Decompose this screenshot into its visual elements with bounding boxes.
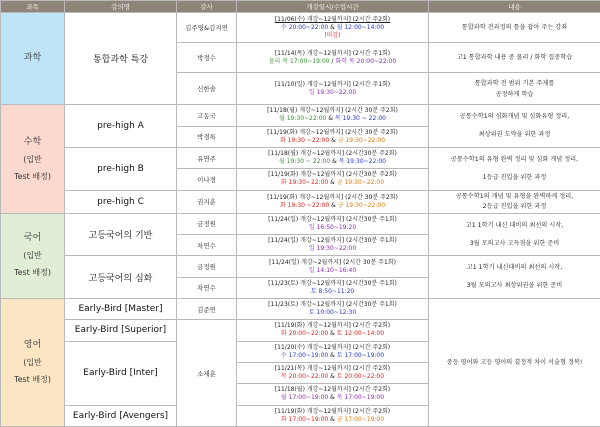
schedule-cell: [11/23(토) 개강~12월까지] (2시간30분 주1회) 토 8:50~11:20 bbox=[237, 277, 429, 298]
course-pre-high-b: pre-high B bbox=[65, 147, 177, 190]
schedule-period: [11/24(일) 개강~12월까지] (2시간30분 주1회) bbox=[268, 237, 397, 245]
schedule-period: [11/18(월) 개강~12월까지] (2시간 30분 주2회) bbox=[267, 107, 398, 115]
header-schedule: 개강일시/수업시간 bbox=[237, 1, 429, 13]
teacher-cell: 김주영&김지연 bbox=[177, 13, 237, 43]
schedule-period: [11/20(수) 개강~12월까지] (2시간 주2회) bbox=[274, 343, 391, 351]
schedule-period: [11/19(화) 개강~12월까지] (2시간 30분 주2회) bbox=[267, 193, 398, 201]
header-teacher: 강사 bbox=[177, 1, 237, 13]
schedule-times: 화 20:00~22:00 & 토 12:00~14:00 bbox=[280, 330, 385, 338]
schedule-period: [11/18(월) 개강~12월까지] (2시간30분 주2회) bbox=[268, 150, 397, 158]
schedule-times: 화 17:00~19:00 & 금 17:00~19:00 bbox=[280, 415, 385, 423]
desc-cell: 중등 영어와 고등 영어의 결정적 차이 서술형 정복! bbox=[429, 299, 600, 427]
teacher-cell: 박경수 bbox=[177, 43, 237, 72]
schedule-times: 수 17:00~19:00 & 토 17:00~19:00 bbox=[280, 351, 385, 359]
subject-korean-name: 국어 bbox=[23, 233, 42, 244]
schedule-times: 화 19:30 ~22:00 & 금 19:30~22:00 bbox=[279, 136, 386, 144]
teacher-cell: 이나경 bbox=[177, 169, 237, 190]
desc-cell: 고1 1학기 내신대비의 최선의 시작, 3월 모의고사 최상위권을 위한 준비 bbox=[429, 256, 600, 299]
course-pre-high-a: pre-high A bbox=[65, 105, 177, 148]
header-content: 내용 bbox=[429, 1, 600, 13]
desc-cell: 통합과학 전 범위 기본 주제를 공정하게 학습 bbox=[429, 72, 600, 104]
schedule-period: [11/19(화) 개강~12월까지] (2시간 30분 주2회) bbox=[267, 128, 398, 136]
teacher-cell: 고동국 bbox=[177, 105, 237, 126]
schedule-times: 목 20:00~22:00 & 토 20:00~22:00 bbox=[280, 373, 385, 381]
schedule-times: 월 19:30~22:00 & 목 19:30 ~ 22:00 bbox=[279, 115, 386, 123]
schedule-period: [11/14(목) 개강~12월까지] (2시간 주1회) bbox=[274, 49, 391, 57]
header-course: 강의명 bbox=[65, 1, 177, 13]
subject-science-name: 과학 bbox=[23, 53, 42, 64]
teacher-cell: 차연수 bbox=[177, 235, 237, 256]
desc-cell: 공통수학1의 심화개념 및 심화유형 정리, 최상위권 도약을 위한 과정 bbox=[429, 105, 600, 148]
table-row bbox=[1, 213, 600, 234]
schedule-cell bbox=[237, 105, 429, 126]
course-korean-basic: 고등국어의 기반 bbox=[65, 213, 177, 256]
schedule-period: [11/18(월) 개강~12월까지] (2시간 주2회) bbox=[274, 386, 391, 394]
teacher-cell: 차연수 bbox=[177, 277, 237, 298]
table-row bbox=[1, 105, 600, 126]
schedule-time-b: 화학 목 20:00~22:00 bbox=[335, 57, 397, 65]
schedule-times: 월 19:30 ~ 22:00 & 목 19:30~22:00 bbox=[279, 158, 386, 166]
teacher-cell: 박경록 bbox=[177, 126, 237, 147]
subject-english-cell: 영어 (입반 Test 배정) bbox=[1, 299, 65, 427]
teacher-cell: 금정원 bbox=[177, 213, 237, 234]
schedule-cell bbox=[237, 72, 429, 104]
teacher-cell: 소재훈 bbox=[177, 320, 237, 427]
schedule-period: [11/21(목) 개강~12월까지] (2시간 주2회) bbox=[274, 365, 391, 373]
schedule-cell bbox=[237, 320, 429, 341]
schedule-period: [11/19(화) 개강~12월까지] (2시간 주2회) bbox=[274, 322, 391, 330]
schedule-cell bbox=[237, 169, 429, 190]
schedule-period: [11/24(일) 개강~2월까지] (2시간 30분 주1회) bbox=[269, 258, 396, 266]
closed-label: (마감) bbox=[324, 31, 341, 39]
header-subject: 과목 bbox=[1, 1, 65, 13]
desc-cell: 고1 1학기 내신 대비의 최선의 시작, 3월 모의고사 고득점을 위한 준비 bbox=[429, 213, 600, 256]
subject-english-name: 영어 bbox=[23, 340, 42, 351]
table-row bbox=[1, 147, 600, 168]
subject-science-cell bbox=[1, 13, 65, 105]
desc-cell: 공통수학1의 개념 및 유형을 완벽하게 정리, 2등급 진입을 위한 과정 bbox=[429, 190, 600, 213]
schedule-times: 수 20:00~22:00 & 월 12:00~14:00 bbox=[280, 23, 385, 31]
table-row bbox=[1, 299, 600, 320]
schedule-times: 월 17:00~19:00 & 목 17:00~19:00 bbox=[280, 394, 385, 402]
schedule-cell bbox=[237, 13, 429, 43]
schedule-cell bbox=[237, 341, 429, 362]
course-korean-deep: 고등국어의 심화 bbox=[65, 256, 177, 299]
schedule-period: [11/10(일) 개강~12월까지] (2시간 주1회) bbox=[274, 80, 391, 88]
schedule-times: 화 19:30~22:00 & 금 19:30~22:00 bbox=[280, 179, 385, 187]
table-row bbox=[1, 13, 600, 43]
schedule-time-a: 수 20:00~22:00 bbox=[280, 23, 329, 31]
subject-math-cell: 수학 (입반 Test 배정) bbox=[1, 105, 65, 214]
course-early-bird-superior: Early-Bird [Superior] bbox=[65, 320, 177, 341]
schedule-cell bbox=[237, 126, 429, 147]
course-early-bird-master: Early-Bird [Master] bbox=[65, 299, 177, 320]
schedule-times: 화 19:30 ~22:00 & 금 19:30~22:00 bbox=[279, 201, 386, 209]
table-row bbox=[1, 256, 600, 277]
subject-korean-cell: 국어 (입반 Test 배정) bbox=[1, 213, 65, 298]
desc-cell: 고1 통합과학 내용 중 물리 / 화학 집중학습 bbox=[429, 43, 600, 72]
schedule-cell: [11/24(일) 개강~12월까지] (2시간30분 주1회) 일 16:50~19:20 bbox=[237, 213, 429, 234]
schedule-period: [11/19(화) 개강~12월까지] (2시간30분 주2회) bbox=[268, 171, 397, 179]
teacher-cell: 권지훈 bbox=[177, 190, 237, 213]
schedule-period: [11/24(일) 개강~12월까지] (2시간30분 주1회) bbox=[268, 215, 397, 223]
schedule-cell: [11/24(일) 개강~12월까지] (2시간30분 주1회) 일 19:30~22:00 bbox=[237, 235, 429, 256]
teacher-cell: 금정원 bbox=[177, 256, 237, 277]
teacher-cell: 유연주 bbox=[177, 147, 237, 168]
schedule-period: [11/23(토) 개강~12월까지] (2시간30분 주1회) bbox=[268, 301, 397, 309]
desc-cell: 공통수학1의 유형 완벽 정리 및 심화 개념 정리, 1등급 진입을 위한 과정 bbox=[429, 147, 600, 190]
schedule-cell bbox=[237, 190, 429, 213]
course-pre-high-c: pre-high C bbox=[65, 190, 177, 213]
schedule-cell: [11/23(토) 개강~12월까지] (2시간30분 주1회) 토 10:00~12:30 bbox=[237, 299, 429, 320]
schedule-time-a: 물리 목 17:00~19:00 bbox=[268, 57, 330, 65]
schedule-period: [11/19(화) 개강~12월까지] (2시간 주2회) bbox=[274, 407, 391, 415]
schedule-cell bbox=[237, 147, 429, 168]
teacher-cell: 김준연 bbox=[177, 299, 237, 320]
table-row bbox=[1, 190, 600, 213]
subject-math-name: 수학 bbox=[23, 136, 42, 147]
schedule-period: [11/06(수) 개강~12월까지] (2시간 주2회) bbox=[274, 15, 391, 23]
schedule-time-a: 일 19:30~22:00 bbox=[308, 88, 357, 96]
schedule-cell bbox=[237, 405, 429, 426]
schedule-cell bbox=[237, 384, 429, 405]
schedule-times: 물리 목 17:00~19:00 / 화학 목 20:00~22:00 bbox=[268, 57, 397, 65]
course-science: 통합과학 특강 bbox=[65, 13, 177, 105]
teacher-cell: 신한솔 bbox=[177, 72, 237, 104]
schedule-cell bbox=[237, 43, 429, 72]
schedule-cell: [11/24(일) 개강~2월까지] (2시간 30분 주1회) 일 14:10~16:40 bbox=[237, 256, 429, 277]
desc-cell: 통합과학 전과정의 틀을 잡아 주는 강좌 bbox=[429, 13, 600, 43]
course-early-bird-inter: Early-Bird [Inter] bbox=[65, 341, 177, 405]
schedule-time-b: 월 12:00~14:00 bbox=[336, 23, 385, 31]
schedule-cell bbox=[237, 362, 429, 383]
course-early-bird-avengers: Early-Bird [Avengers] bbox=[65, 405, 177, 426]
schedule-period: [11/23(토) 개강~12월까지] (2시간30분 주1회) bbox=[268, 279, 397, 287]
table-header-row bbox=[1, 1, 600, 13]
